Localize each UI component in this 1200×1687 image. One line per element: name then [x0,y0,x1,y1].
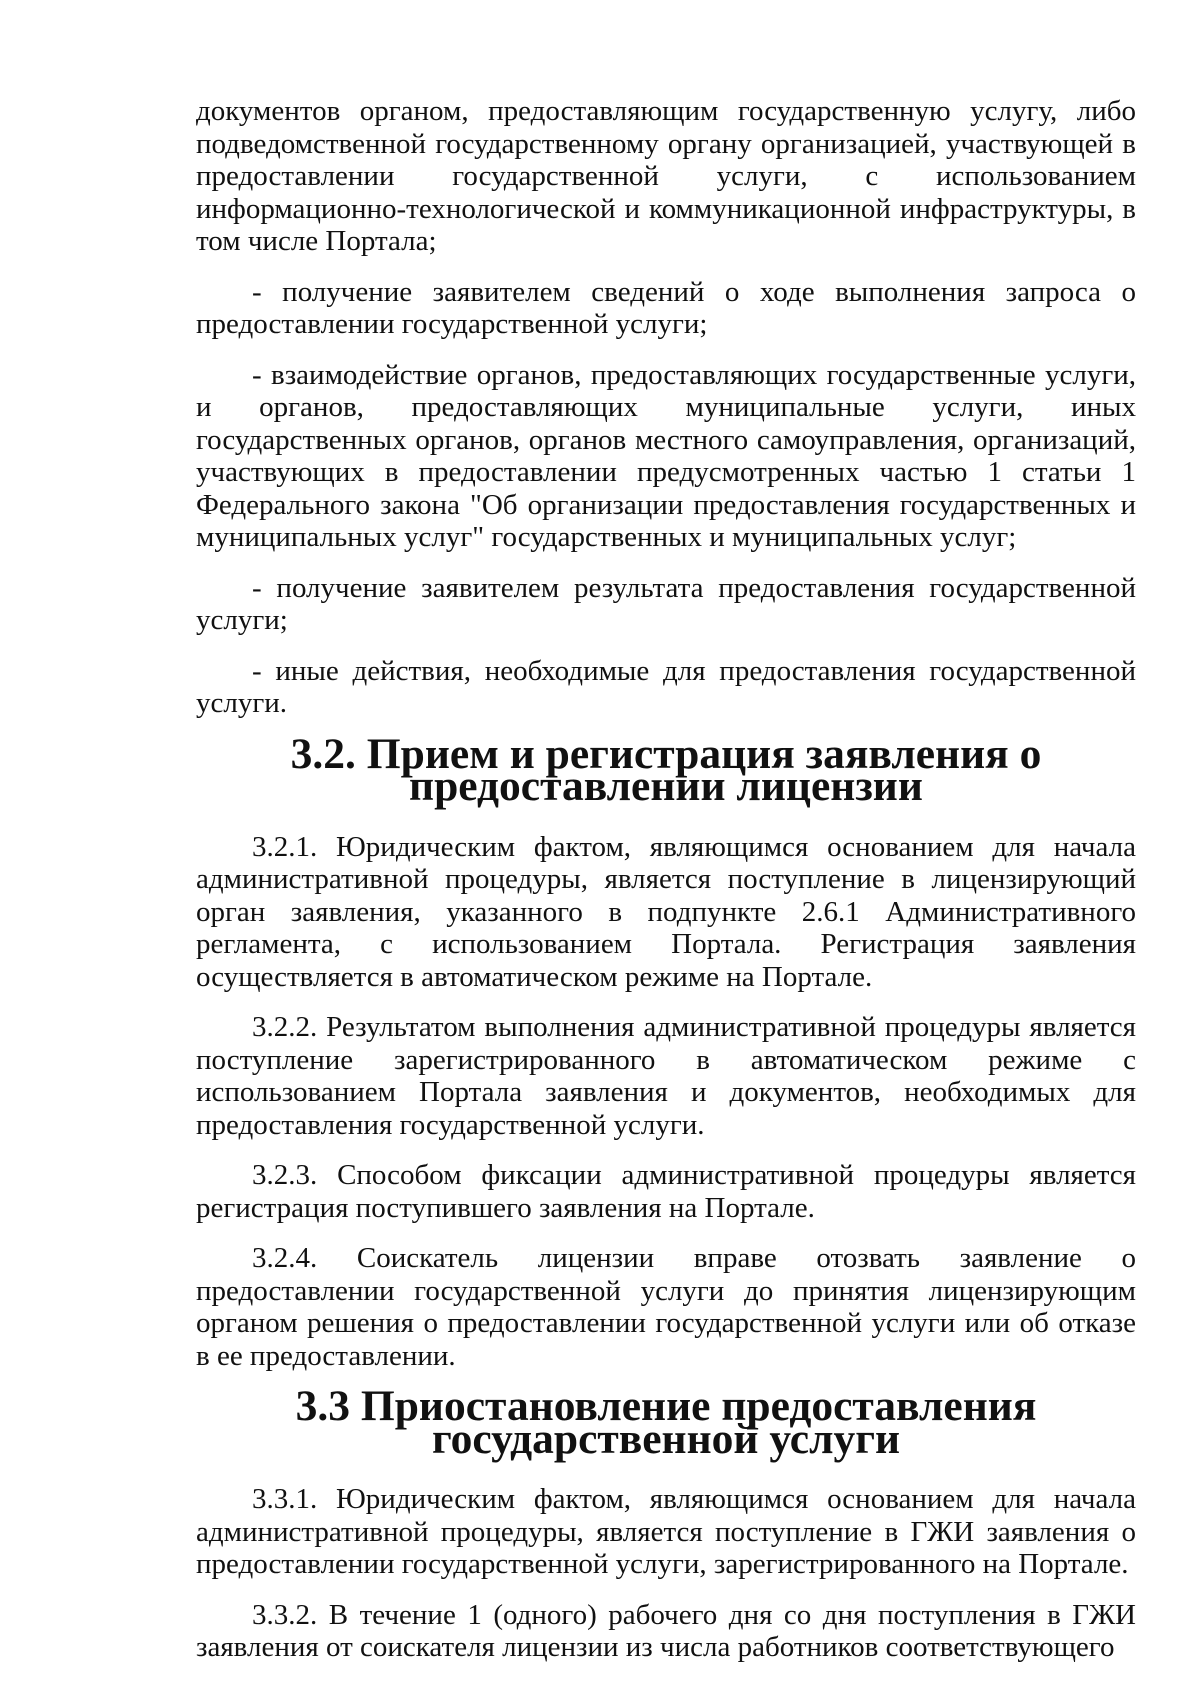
section-heading-3-2: 3.2. Прием и регистрация заявления о предоставлении лицензии [290,729,1042,810]
list-item-interaction: - взаимодействие органов, предоставляющих государственные услуги, и органов, предоставляющих муниципальные услуги, иных государственных органов, органов местного самоуправления, организаций, участвующих в предоставлении предусмотренных частью 1 статьи 1 Федерального закона "Об организации предоставления государственных и муниципальных услуг" государственных и муниципальных услуг; [196,358,1136,553]
paragraph-3-2-3: 3.2.3. Способом фиксации административной процедуры является регистрация поступившего заявления на Портале. [196,1159,1136,1224]
list-item-status-info: - получение заявителем сведений о ходе выполнения запроса о предоставлении государственной услуги; [196,275,1136,340]
paragraph-continuation: документов органом, предоставляющим государственную услугу, либо подведомственной государственному органу организацией, участвующей в предоставлении государственной услуги, с использованием информационно-технологической и коммуникационной инфраструктуры, в том числе Портала; [196,95,1136,257]
document-page [196,95,1136,1682]
paragraph-3-2-2: 3.2.2. Результатом выполнения административной процедуры является поступление зарегистрированного в автоматическом режиме с использованием Портала заявления и документов, необходимых для предоставления государственной услуги. [196,1011,1136,1141]
paragraph-3-2-4: 3.2.4. Соискатель лицензии вправе отозвать заявление о предоставлении государственной услуги до принятия лицензирующим органом решения о предоставлении государственной услуги или об отказе в ее предоставлении. [196,1242,1136,1372]
paragraph-3-2-1: 3.2.1. Юридическим фактом, являющимся основанием для начала административной процедуры, является поступление в лицензирующий орган заявления, указанного в подпункте 2.6.1 Административного регламента, с использованием Портала. Регистрация заявления осуществляется в автоматическом режиме на Портале. [196,830,1136,993]
list-item-result: - получение заявителем результата предоставления государственной услуги; [196,571,1136,636]
section-heading-3-3: 3.3 Приостановление предоставления государственной услуги [295,1382,1037,1463]
paragraph-3-3-2: 3.3.2. В течение 1 (одного) рабочего дня со дня поступления в ГЖИ заявления от соискателя лицензии из числа работников соответствующего [196,1598,1136,1663]
list-item-other-actions: - иные действия, необходимые для предоставления государственной услуги. [196,654,1136,719]
paragraph-3-3-1: 3.3.1. Юридическим фактом, являющимся основанием для начала административной процедуры, является поступление в ГЖИ заявления о предоставлении государственной услуги, зарегистрированного на Портале. [196,1483,1136,1580]
